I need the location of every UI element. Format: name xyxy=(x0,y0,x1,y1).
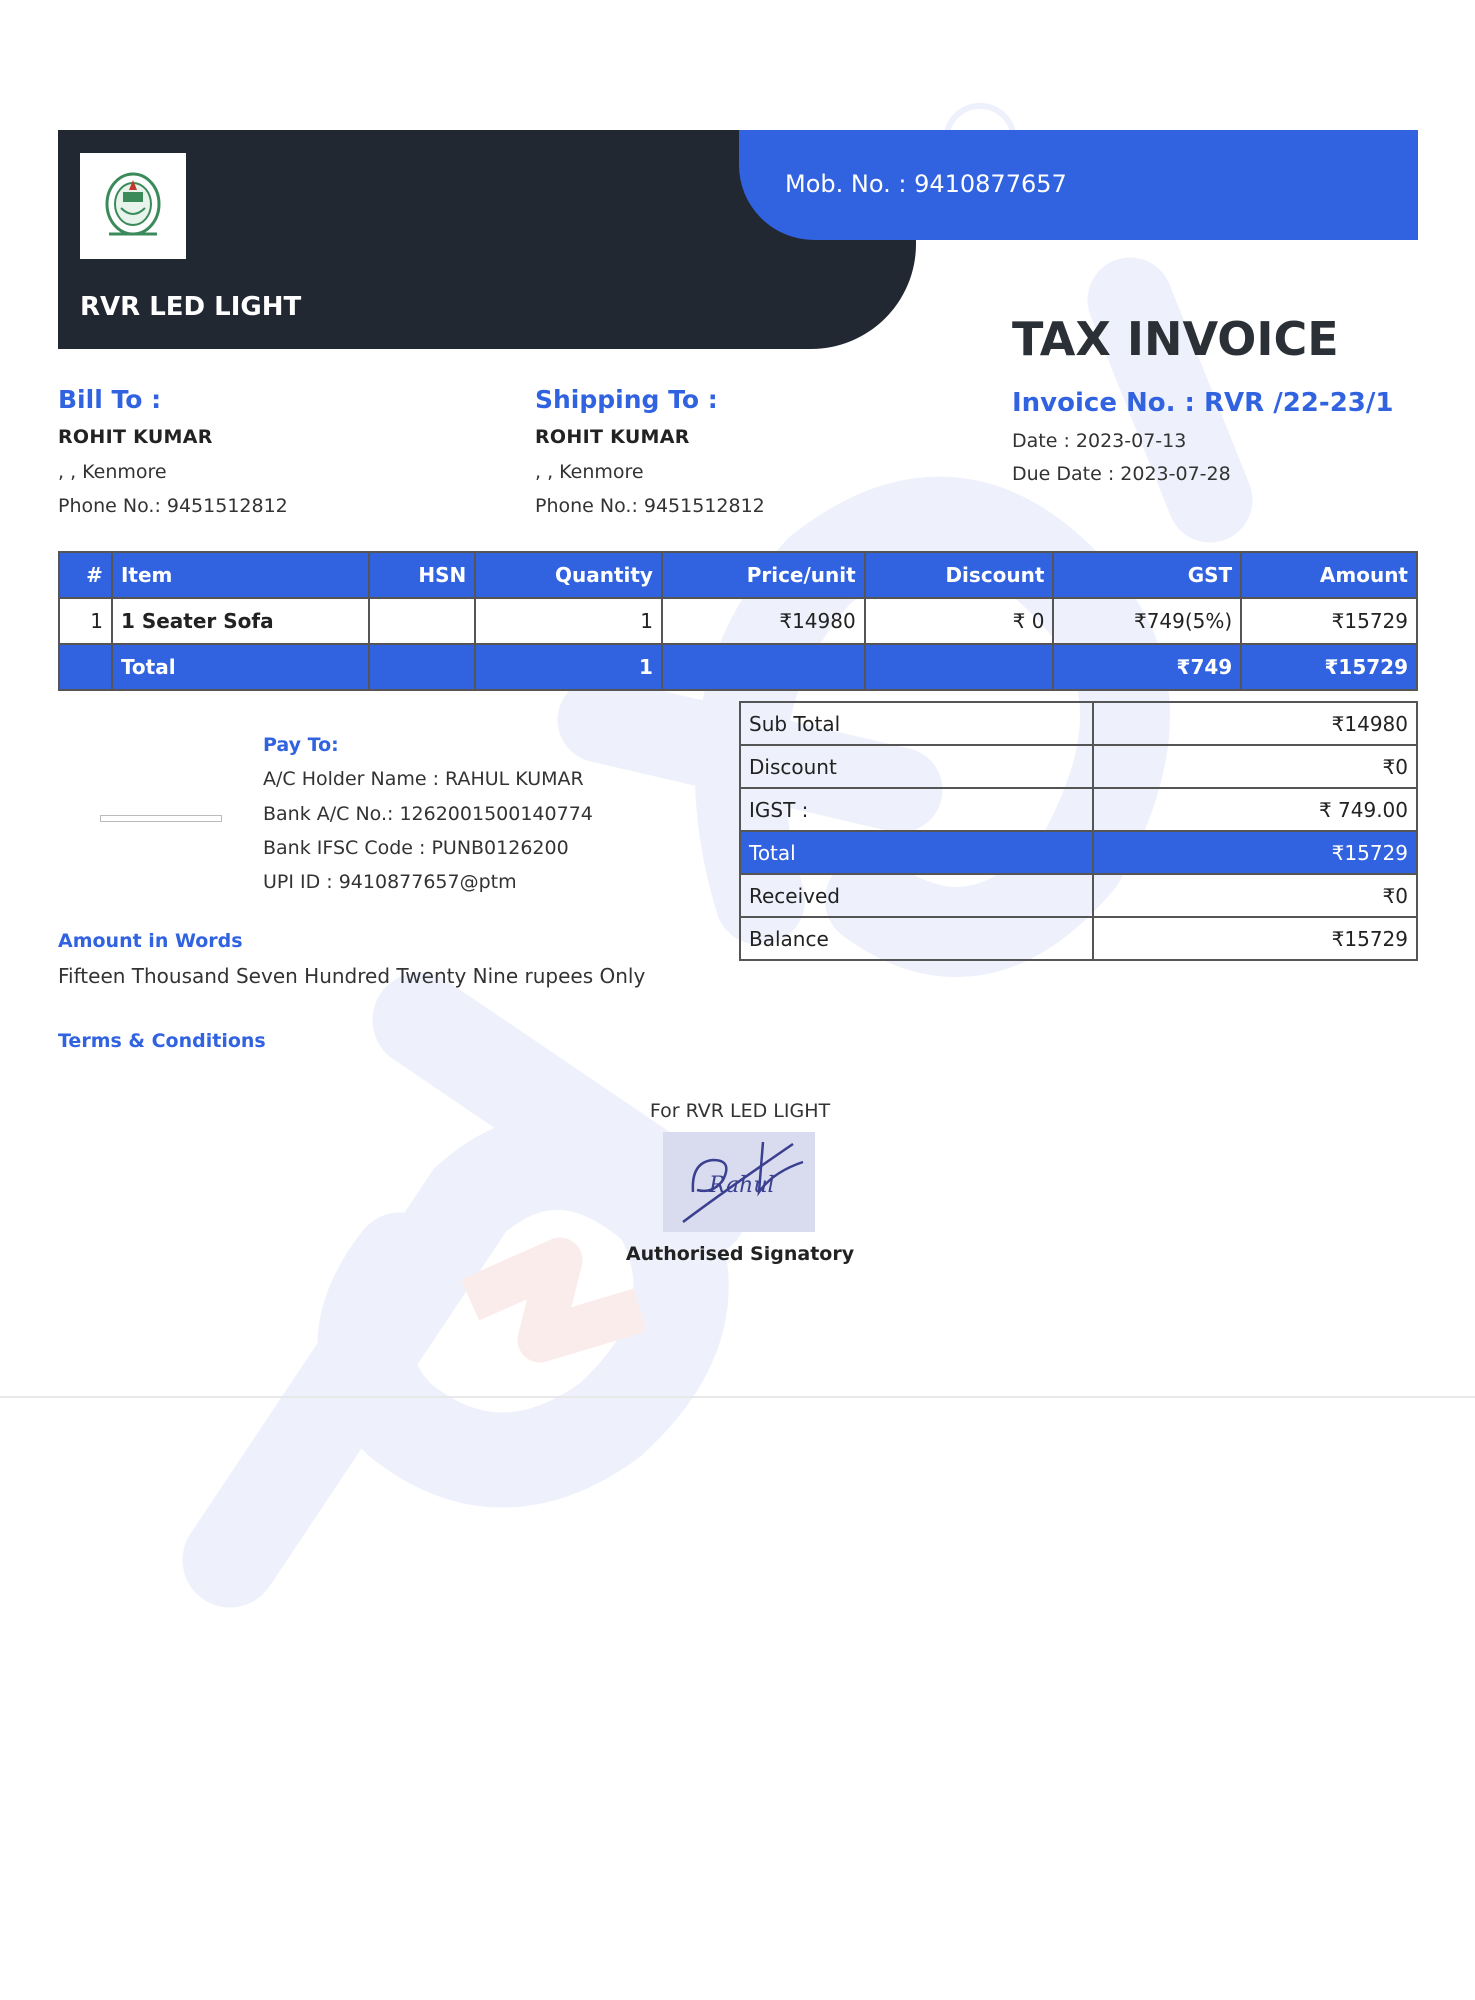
ship-to-heading: Shipping To : xyxy=(535,385,718,414)
col-header-quantity: Quantity xyxy=(475,552,662,598)
qr-placeholder xyxy=(100,815,222,822)
upi-id: UPI ID : 9410877657@ptm xyxy=(263,871,517,893)
total-label: Total xyxy=(112,644,369,690)
crest-icon xyxy=(93,164,173,248)
summary-label: Balance xyxy=(740,917,1093,960)
summary-label: Sub Total xyxy=(740,702,1093,745)
col-header-amount: Amount xyxy=(1241,552,1417,598)
page-divider xyxy=(0,1396,1475,1398)
summary-value: ₹15729 xyxy=(1093,917,1417,960)
row-no: 1 xyxy=(59,598,112,644)
row-gst: ₹749(5%) xyxy=(1053,598,1241,644)
signature-for-line: For RVR LED LIGHT xyxy=(649,1100,831,1122)
summary-row-discount xyxy=(740,745,1417,788)
total-discount-cell xyxy=(865,644,1054,690)
bank-ifsc: Bank IFSC Code : PUNB0126200 xyxy=(263,837,569,859)
summary-label: IGST : xyxy=(740,788,1093,831)
signature-icon xyxy=(663,1132,815,1232)
col-header-no: # xyxy=(59,552,112,598)
summary-value: ₹0 xyxy=(1093,745,1417,788)
col-header-gst: GST xyxy=(1053,552,1241,598)
ship-to-phone: Phone No.: 9451512812 xyxy=(535,495,765,517)
pay-to-heading: Pay To: xyxy=(263,734,339,756)
row-discount: ₹ 0 xyxy=(865,598,1054,644)
col-header-hsn: HSN xyxy=(369,552,475,598)
summary-value: ₹ 749.00 xyxy=(1093,788,1417,831)
document-title: TAX INVOICE xyxy=(1012,312,1339,366)
row-quantity: 1 xyxy=(475,598,662,644)
row-item: 1 Seater Sofa xyxy=(112,598,369,644)
invoice-due-date: Due Date : 2023-07-28 xyxy=(1012,463,1231,485)
summary-table xyxy=(739,701,1418,961)
business-logo xyxy=(80,153,186,259)
row-hsn xyxy=(369,598,475,644)
summary-label: Discount xyxy=(740,745,1093,788)
summary-label: Total xyxy=(740,831,1093,874)
table-row xyxy=(59,598,1417,644)
amount-words-heading: Amount in Words xyxy=(58,930,243,952)
account-holder: A/C Holder Name : RAHUL KUMAR xyxy=(263,768,584,790)
summary-value: ₹15729 xyxy=(1093,831,1417,874)
business-name: RVR LED LIGHT xyxy=(80,292,302,322)
invoice-date: Date : 2023-07-13 xyxy=(1012,430,1187,452)
bank-account-number: Bank A/C No.: 1262001500140774 xyxy=(263,803,593,825)
total-gst: ₹749 xyxy=(1053,644,1241,690)
invoice-number: Invoice No. : RVR /22-23/1 xyxy=(1012,388,1394,418)
items-total-row xyxy=(59,644,1417,690)
summary-row-igst xyxy=(740,788,1417,831)
col-header-discount: Discount xyxy=(865,552,1054,598)
total-blank-cell xyxy=(59,644,112,690)
col-header-price: Price/unit xyxy=(662,552,865,598)
row-price: ₹14980 xyxy=(662,598,865,644)
bill-to-address: , , Kenmore xyxy=(58,461,167,483)
bill-to-name: ROHIT KUMAR xyxy=(58,426,213,448)
summary-row-received xyxy=(740,874,1417,917)
terms-heading: Terms & Conditions xyxy=(58,1030,266,1052)
bill-to-phone: Phone No.: 9451512812 xyxy=(58,495,288,517)
summary-row-subtotal xyxy=(740,702,1417,745)
amount-words-text: Fifteen Thousand Seven Hundred Twenty Nine rupees Only xyxy=(58,964,646,988)
summary-label: Received xyxy=(740,874,1093,917)
signature-text: Rahul xyxy=(709,1173,775,1198)
ship-to-address: , , Kenmore xyxy=(535,461,644,483)
total-amount: ₹15729 xyxy=(1241,644,1417,690)
authorised-signatory-label: Authorised Signatory xyxy=(625,1243,855,1265)
items-table xyxy=(58,551,1418,691)
summary-value: ₹0 xyxy=(1093,874,1417,917)
total-hsn-cell xyxy=(369,644,475,690)
total-price-cell xyxy=(662,644,865,690)
business-mobile: Mob. No. : 9410877657 xyxy=(785,170,1067,198)
ship-to-name: ROHIT KUMAR xyxy=(535,426,690,448)
row-amount: ₹15729 xyxy=(1241,598,1417,644)
total-quantity: 1 xyxy=(475,644,662,690)
items-header-row xyxy=(59,552,1417,598)
summary-row-balance xyxy=(740,917,1417,960)
col-header-item: Item xyxy=(112,552,369,598)
summary-row-total xyxy=(740,831,1417,874)
bill-to-heading: Bill To : xyxy=(58,385,162,414)
signature-image xyxy=(663,1132,815,1232)
summary-value: ₹14980 xyxy=(1093,702,1417,745)
